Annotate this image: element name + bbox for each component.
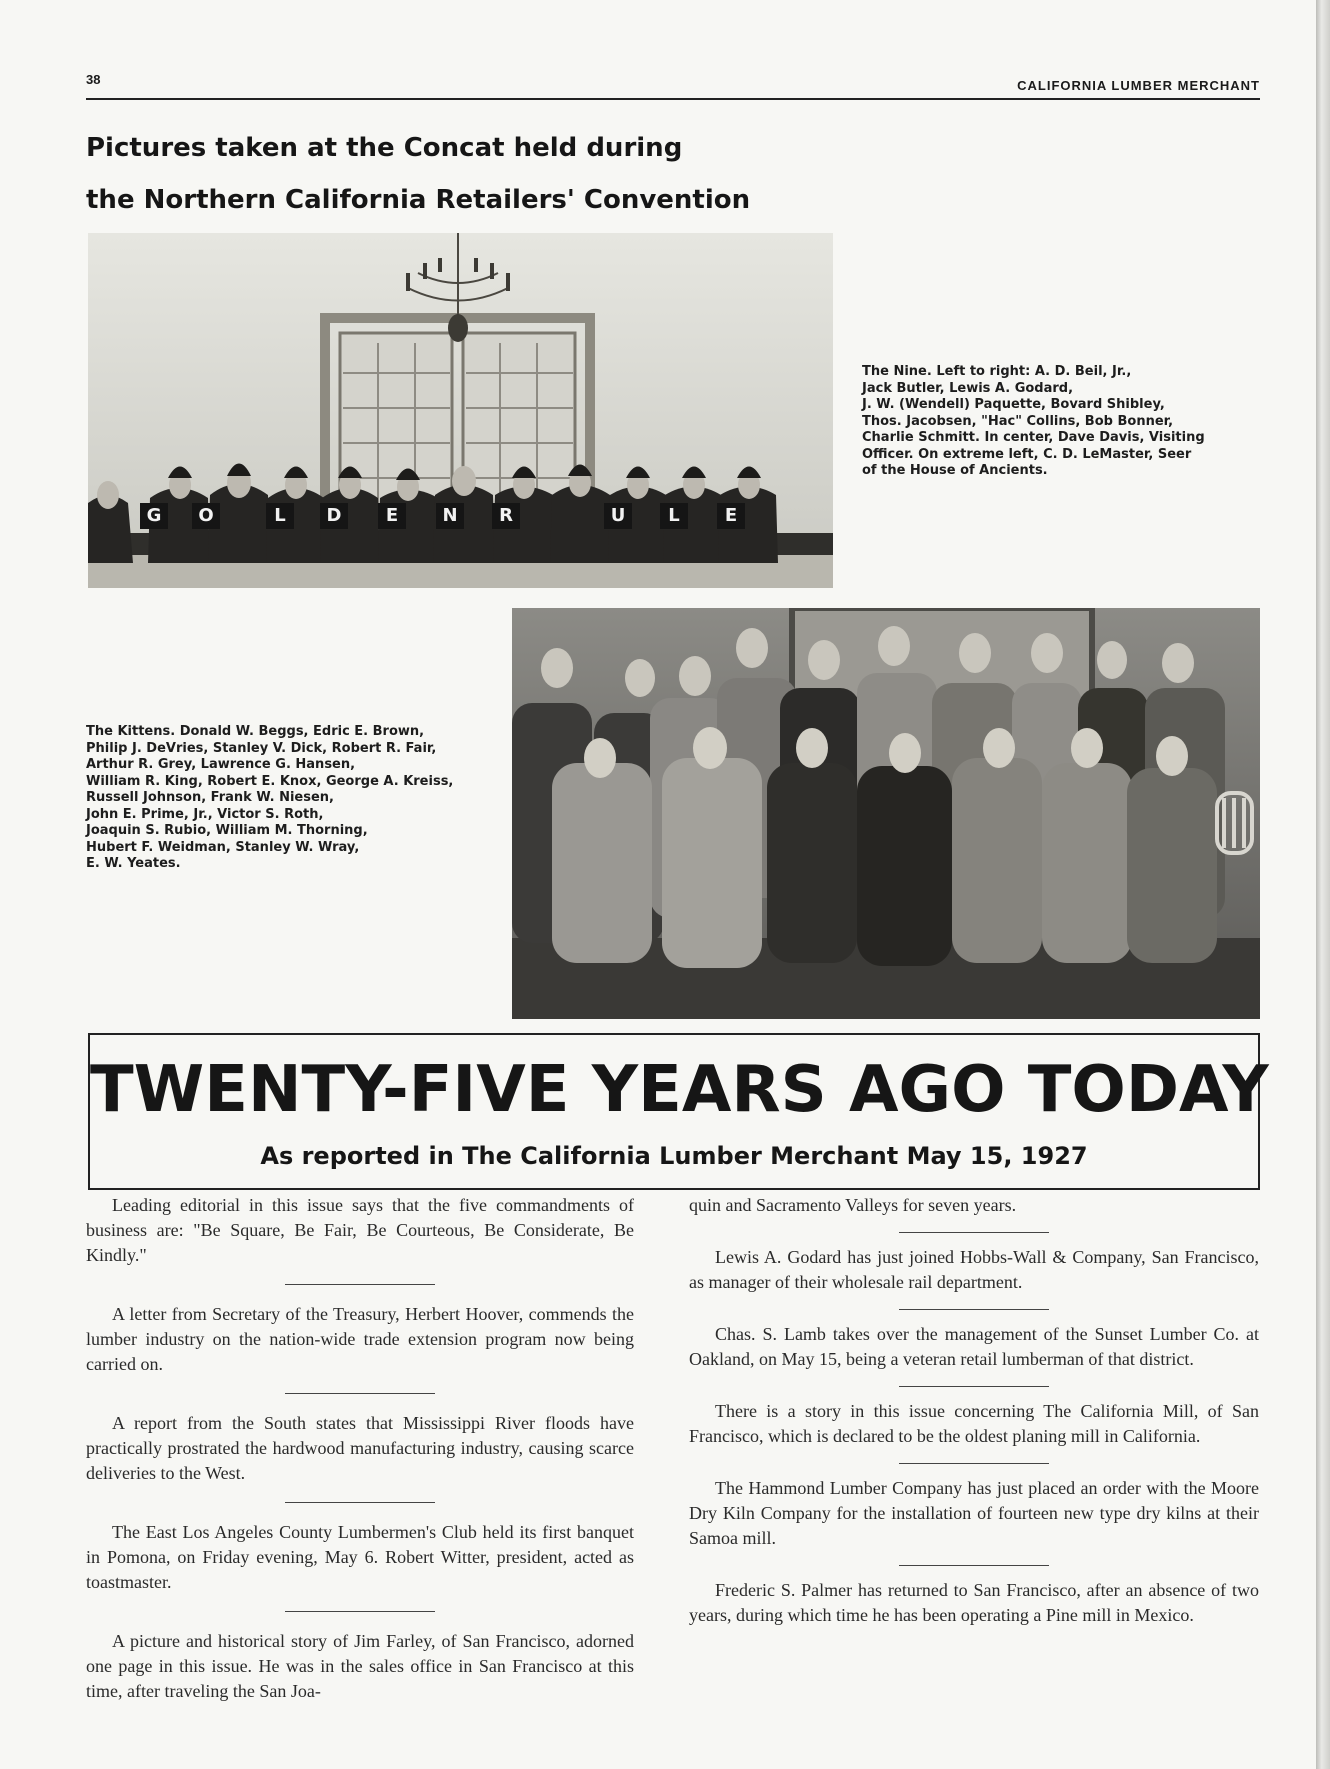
news-item: There is a story in this issue concerning The California Mill, of San Francisco, which is declared to be the oldest planing mill in California. (689, 1401, 1259, 1446)
caption-line: Officer. On extreme left, C. D. LeMaster, Seer (862, 446, 1192, 462)
caption-line: William R. King, Robert E. Knox, George A. Kreiss, (86, 773, 454, 789)
photo-the-nine (88, 233, 833, 588)
divider (285, 1284, 435, 1285)
caption-line: J. W. (Wendell) Paquette, Bovard Shibley, (862, 397, 1165, 412)
news-item: Lewis A. Godard has just joined Hobbs-Wall & Company, San Francisco, as manager of their wholesale rail department. (689, 1247, 1259, 1292)
news-item: Chas. S. Lamb takes over the management of the Sunset Lumber Co. at Oakland, on May 15, being a veteran retail lumberman of that district. (689, 1324, 1259, 1369)
the-nine-caption (862, 364, 1262, 480)
divider (899, 1386, 1049, 1387)
divider (899, 1232, 1049, 1233)
news-item: A picture and historical story of Jim Farley, of San Francisco, adorned one page in this issue. He was in the sales office in San Francisco at this time, after traveling the San Joa- (86, 1631, 634, 1701)
banner-subtitle: As reported in The California Lumber Merchant May 15, 1927 (260, 1142, 1088, 1170)
the-kittens-caption (86, 724, 496, 873)
news-item: Frederic S. Palmer has returned to San Francisco, after an absence of two years, during which time he has been operating a Pine mill in Mexico. (689, 1580, 1259, 1625)
divider (899, 1463, 1049, 1464)
caption-line: Charlie Schmitt. In center, Dave Davis, Visiting (862, 430, 1205, 445)
caption-line: The Kittens. Donald W. Beggs, Edric E. Brown, (86, 724, 425, 739)
divider (285, 1502, 435, 1503)
page-edge (1316, 0, 1330, 1769)
golden-rule-letter-cards (88, 497, 833, 537)
caption-line: E. W. Yeates. (86, 856, 181, 871)
caption-line: Thos. Jacobsen, "Hac" Collins, Bob Bonner, (862, 413, 1174, 429)
divider (899, 1309, 1049, 1310)
caption-line: Hubert F. Weidman, Stanley W. Wray, (86, 839, 360, 855)
divider (285, 1611, 435, 1612)
news-item: The East Los Angeles County Lumbermen's Club held its first banquet in Pomona, on Friday evening, May 6. Robert Witter, president, acted as toastmaster. (86, 1522, 634, 1592)
news-item: A letter from Secretary of the Treasury, Herbert Hoover, commends the lumber industry on the nation-wide trade extension program now being carried on. (86, 1304, 634, 1374)
caption-line: Philip J. DeVries, Stanley V. Dick, Robert R. Fair, (86, 740, 437, 756)
news-item-continuation: quin and Sacramento Valleys for seven years. (689, 1195, 1017, 1215)
caption-line: John E. Prime, Jr., Victor S. Roth, (86, 806, 324, 822)
headline-line-1: Pictures taken at the Concat held during (86, 133, 683, 163)
letter-card: D (320, 503, 348, 529)
caption-line: Russell Johnson, Frank W. Niesen, (86, 790, 334, 805)
page-header (86, 72, 1260, 100)
letter-card: G (140, 503, 168, 529)
caption-line: of the House of Ancients. (862, 463, 1048, 478)
letter-card: L (266, 503, 294, 529)
caption-line: Jack Butler, Lewis A. Godard, (862, 380, 1074, 396)
divider (899, 1565, 1049, 1566)
headline-line-2: the Northern California Retailers' Convention (86, 185, 751, 215)
caption-line: Joaquin S. Rubio, William M. Thorning, (86, 823, 368, 838)
publication-name: CALIFORNIA LUMBER MERCHANT (1017, 78, 1260, 93)
letter-card: N (436, 503, 464, 529)
news-item: A report from the South states that Mississippi River floods have practically prostrated the hardwood manufacturing industry, causing scarce deliveries to the West. (86, 1413, 634, 1483)
banner-title: TWENTY-FIVE YEARS AGO TODAY (90, 1053, 1269, 1127)
news-item: The Hammond Lumber Company has just placed an order with the Moore Dry Kiln Company for the installation of fourteen new type dry kilns at their Samoa mill. (689, 1478, 1259, 1548)
news-item: Leading editorial in this issue says that the five commandments of business are: "Be Square, Be Fair, Be Courteous, Be Considerate, Be Kindly." (86, 1195, 634, 1265)
letter-card: R (492, 503, 520, 529)
letter-card: E (717, 503, 745, 529)
section-banner (88, 1033, 1269, 1190)
caption-line: Arthur R. Grey, Lawrence G. Hansen, (86, 757, 356, 772)
divider (285, 1393, 435, 1394)
letter-card: E (378, 503, 406, 529)
left-column (86, 1193, 634, 1704)
page-headline (86, 122, 751, 226)
letter-card: O (192, 503, 220, 529)
the-kittens-photo-image (512, 608, 1260, 1019)
right-column (689, 1193, 1259, 1628)
letter-card: L (660, 503, 688, 529)
page-number: 38 (86, 72, 101, 87)
caption-line: The Nine. Left to right: A. D. Beil, Jr., (862, 364, 1132, 379)
photo-the-kittens (512, 608, 1260, 1019)
letter-card: U (604, 503, 632, 529)
